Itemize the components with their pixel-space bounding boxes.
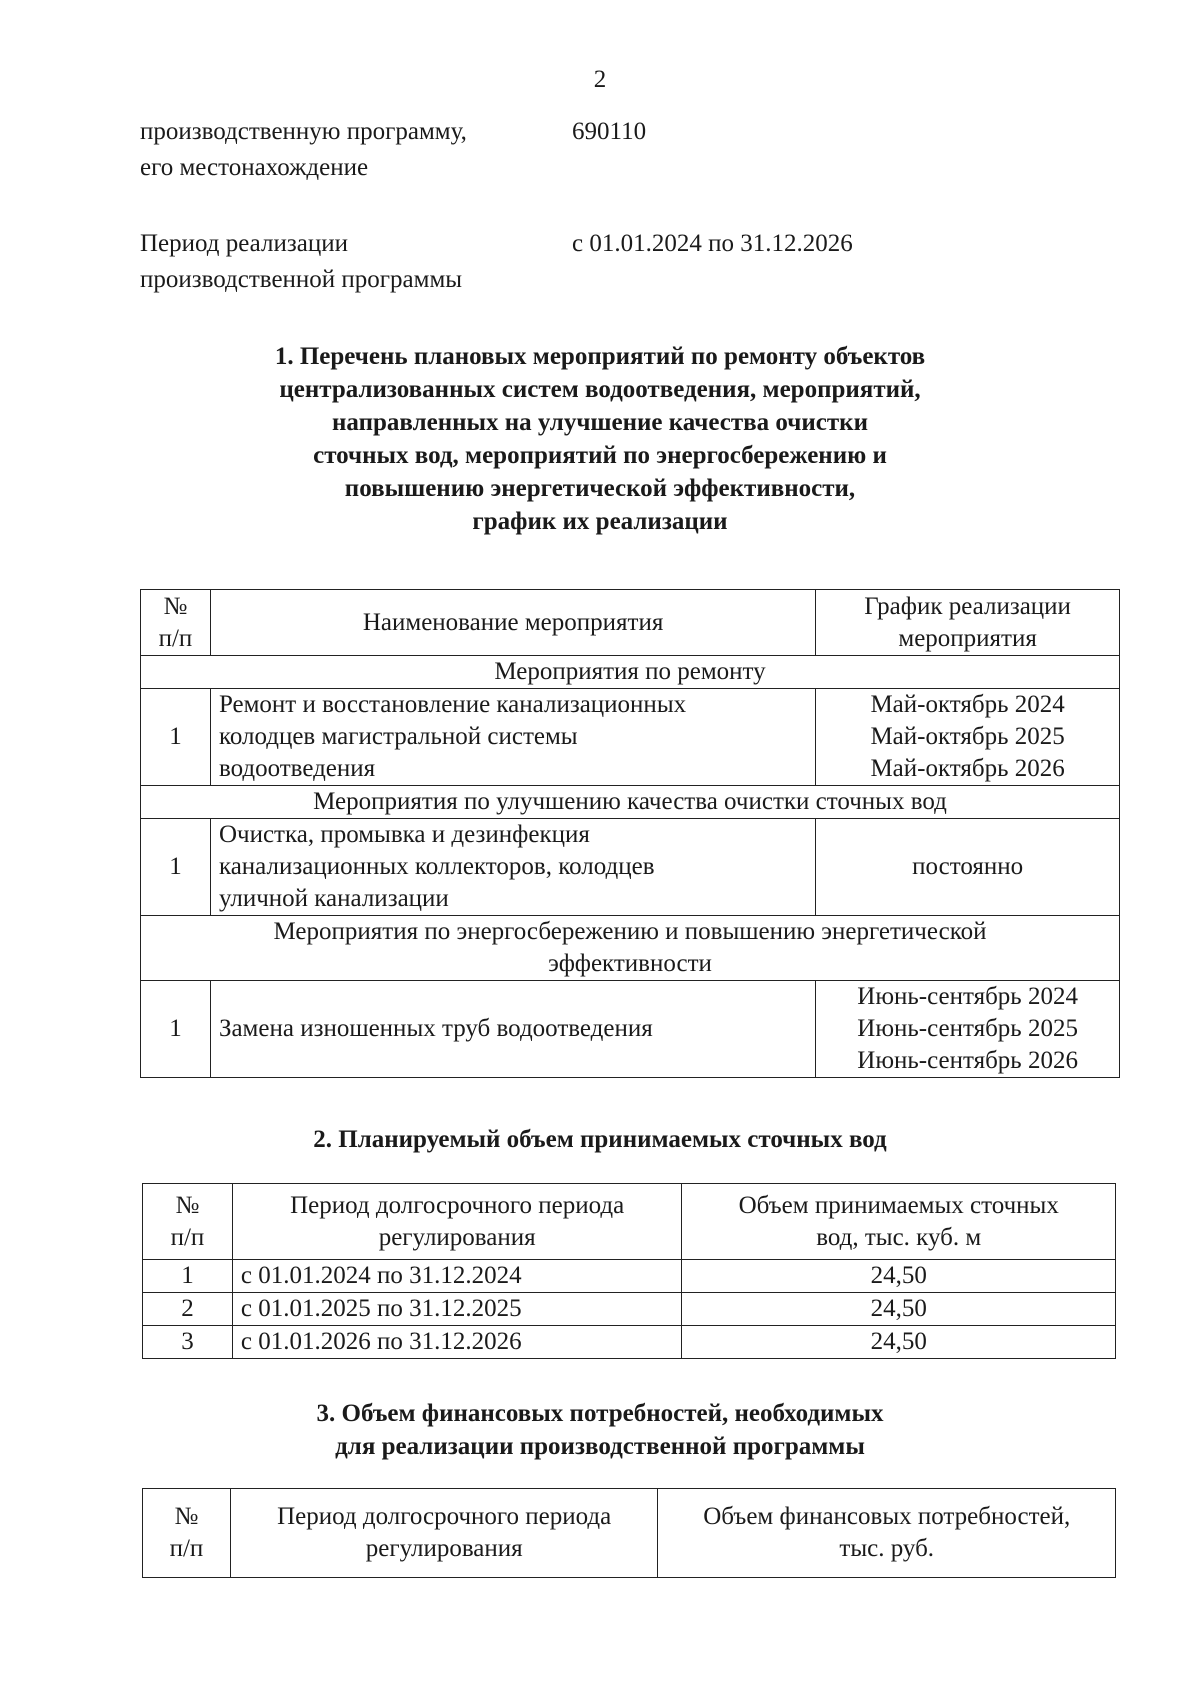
header-volume: Объем принимаемых сточных вод, тыс. куб. м bbox=[682, 1184, 1116, 1260]
group-title-row bbox=[141, 656, 1120, 689]
section3-title: 3. Объем финансовых потребностей, необходимых для реализации производственной программы bbox=[316, 1400, 884, 1460]
table-row bbox=[141, 981, 1120, 1078]
row-name: Ремонт и восстановление канализационных колодцев магистральной системы водоотведения bbox=[210, 689, 815, 786]
row-num: 3 bbox=[143, 1326, 233, 1359]
row-period: с 01.01.2025 по 31.12.2025 bbox=[232, 1293, 682, 1326]
header-schedule: График реализации мероприятия bbox=[816, 590, 1120, 656]
table-row bbox=[143, 1293, 1116, 1326]
header-num: № п/п bbox=[141, 590, 211, 656]
group-title: Мероприятия по улучшению качества очистки сточных вод bbox=[141, 786, 1120, 819]
table-row bbox=[141, 819, 1120, 916]
header-finance: Объем финансовых потребностей, тыс. руб. bbox=[658, 1489, 1116, 1578]
info-value: 690110 bbox=[572, 118, 647, 145]
row-volume: 24,50 bbox=[682, 1326, 1116, 1359]
group-title-row bbox=[141, 786, 1120, 819]
row-volume: 24,50 bbox=[682, 1260, 1116, 1293]
row-name: Замена изношенных труб водоотведения bbox=[210, 981, 815, 1078]
row-period: с 01.01.2024 по 31.12.2024 bbox=[232, 1260, 682, 1293]
info-label: производственную программу, его местонахождение bbox=[140, 118, 467, 181]
section1-title: 1. Перечень плановых мероприятий по ремонту объектов централизованных систем водоотведения, мероприятий, направленных на улучшение качества очистки сточных вод, мероприятий по энергосбережению и повышению энергетической эффективности, график их реализации bbox=[274, 343, 926, 535]
section2-title: 2. Планируемый объем принимаемых сточных вод bbox=[313, 1126, 887, 1153]
row-schedule: Май-октябрь 2024 Май-октябрь 2025 Май-октябрь 2026 bbox=[816, 689, 1120, 786]
group-title: Мероприятия по ремонту bbox=[141, 656, 1120, 689]
table-header-row bbox=[143, 1489, 1116, 1578]
measures-table bbox=[140, 589, 1120, 1078]
table-header-row bbox=[141, 590, 1120, 656]
header-period: Период долгосрочного периода регулирования bbox=[232, 1184, 682, 1260]
row-num: 1 bbox=[141, 689, 211, 786]
header-period: Период долгосрочного периода регулирования bbox=[230, 1489, 658, 1578]
finance-table bbox=[142, 1488, 1116, 1578]
info-label: Период реализации производственной программы bbox=[140, 230, 463, 293]
volume-table bbox=[142, 1183, 1116, 1359]
group-title: Мероприятия по энергосбережению и повышению энергетической эффективности bbox=[141, 916, 1120, 981]
row-schedule: постоянно bbox=[816, 819, 1120, 916]
row-name: Очистка, промывка и дезинфекция канализационных коллекторов, колодцев уличной канализации bbox=[210, 819, 815, 916]
row-period: с 01.01.2026 по 31.12.2026 bbox=[232, 1326, 682, 1359]
table-header-row bbox=[143, 1184, 1116, 1260]
header-num: № п/п bbox=[143, 1489, 231, 1578]
info-value: с 01.01.2024 по 31.12.2026 bbox=[572, 230, 853, 257]
table-row bbox=[143, 1260, 1116, 1293]
row-num: 1 bbox=[141, 981, 211, 1078]
table-row bbox=[143, 1326, 1116, 1359]
header-num: № п/п bbox=[143, 1184, 233, 1260]
row-num: 1 bbox=[141, 819, 211, 916]
group-title-row bbox=[141, 916, 1120, 981]
page-number: 2 bbox=[593, 66, 607, 93]
info-period bbox=[140, 226, 1040, 302]
info-location bbox=[140, 114, 1040, 190]
table-row bbox=[141, 689, 1120, 786]
row-schedule: Июнь-сентябрь 2024 Июнь-сентябрь 2025 Июнь-сентябрь 2026 bbox=[816, 981, 1120, 1078]
row-volume: 24,50 bbox=[682, 1293, 1116, 1326]
row-num: 1 bbox=[143, 1260, 233, 1293]
row-num: 2 bbox=[143, 1293, 233, 1326]
header-name: Наименование мероприятия bbox=[210, 590, 815, 656]
